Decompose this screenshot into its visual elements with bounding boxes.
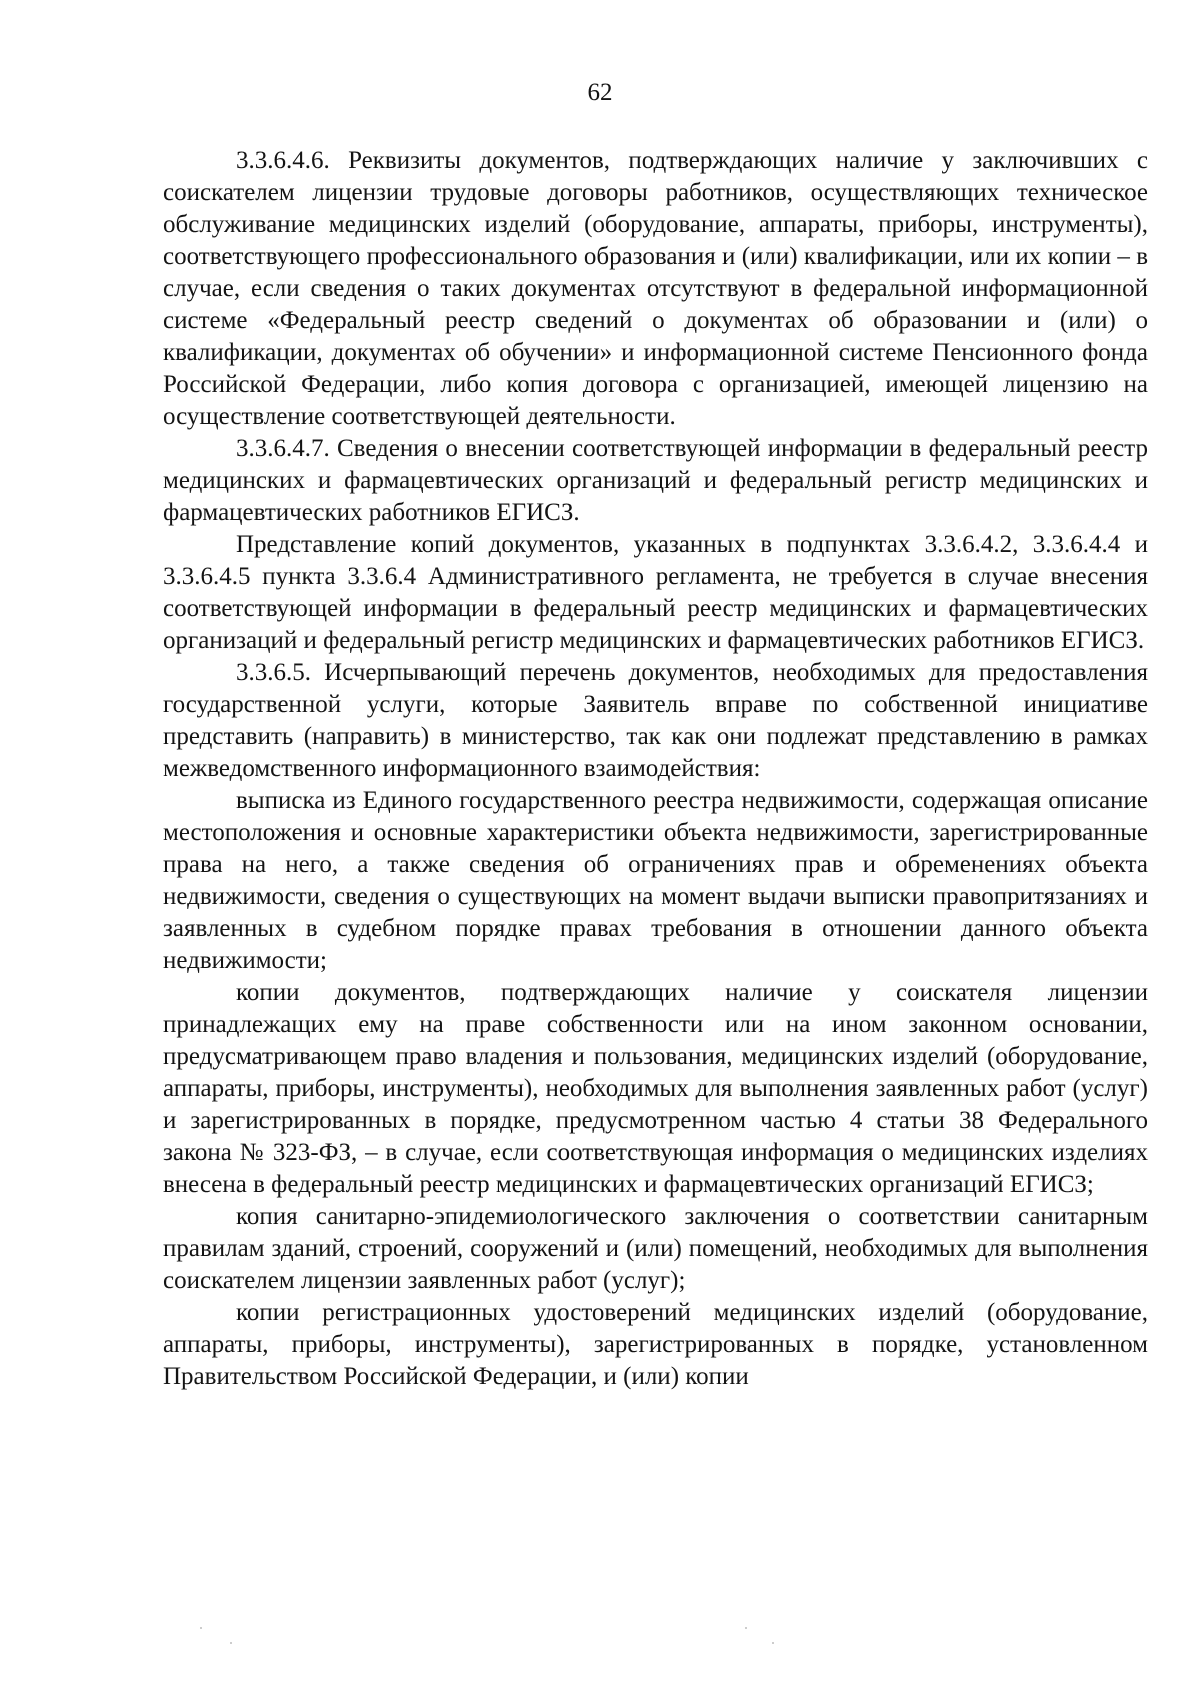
paragraph-sanitary-conclusion: копия санитарно-эпидемиологического заключения о соответствии санитарным правилам зданий, строений, сооружений и (или) помещений, необходимых для выполнения соискателем лицензии заявленных работ (услуг);	[163, 1203, 1148, 1294]
scan-speck	[745, 1627, 747, 1629]
paragraph-real-estate-extract: выписка из Единого государственного реестра недвижимости, содержащая описание местоположения и основные характеристики объекта недвижимости, зарегистрированные права на него, а также сведения об ограничениях прав и обременениях объекта недвижимости, сведения о существующих на момент выдачи выписки правопритязаниях и заявленных в судебном порядке правах требования в отношении данного объекта недвижимости;	[163, 787, 1148, 974]
paragraph-3-3-6-4-6: 3.3.6.4.6. Реквизиты документов, подтверждающих наличие у заключивших с соискателем лицензии трудовые договоры работников, осуществляющих техническое обслуживание медицинских изделий (оборудование, аппараты, приборы, инструменты), соответствующего профессионального образования и (или) квалификации, или их копии – в случае, если сведения о таких документах отсутствуют в федеральной информационной системе «Федеральный реестр сведений о документах об образовании и (или) о квалификации, документах об обучении» и информационной системе Пенсионного фонда Российской Федерации, либо копия договора с организацией, имеющей лицензию на осуществление соответствующей деятельности.	[163, 147, 1148, 430]
paragraph-3-3-6-5: 3.3.6.5. Исчерпывающий перечень документов, необходимых для предоставления государственной услуги, которые Заявитель вправе по собственной инициативе представить (направить) в министерство, так как они подлежат представлению в рамках межведомственного информационного взаимодействия:	[163, 659, 1148, 782]
body-text	[163, 145, 1148, 1393]
paragraph-equipment-documents: копии документов, подтверждающих наличие у соискателя лицензии принадлежащих ему на праве собственности или на ином законном основании, предусматривающем право владения и пользования, медицинских изделий (оборудование, аппараты, приборы, инструменты), необходимых для выполнения заявленных работ (услуг) и зарегистрированных в порядке, предусмотренном частью 4 статьи 38 Федерального закона № 323-ФЗ, – в случае, если соответствующая информация о медицинских изделиях внесена в федеральный реестр медицинских и фармацевтических организаций ЕГИСЗ;	[163, 979, 1148, 1198]
paragraph-registration-certificates: копии регистрационных удостоверений медицинских изделий (оборудование, аппараты, приборы, инструменты), зарегистрированных в порядке, установленном Правительством Российской Федерации, и (или) копии	[163, 1299, 1148, 1390]
scan-speck	[200, 1627, 202, 1629]
paragraph-3-3-6-4-7: 3.3.6.4.7. Сведения о внесении соответствующей информации в федеральный реестр медицинских и фармацевтических организаций и федеральный регистр медицинских и фармацевтических работников ЕГИСЗ.	[163, 435, 1148, 526]
page-number: 62	[587, 79, 613, 106]
paragraph-copies-not-required: Представление копий документов, указанных в подпунктах 3.3.6.4.2, 3.3.6.4.4 и 3.3.6.4.5 пункта 3.3.6.4 Административного регламента, не требуется в случае внесения соответствующей информации в федеральный реестр медицинских и фармацевтических организаций и федеральный регистр медицинских и фармацевтических работников ЕГИСЗ.	[163, 531, 1148, 654]
scan-speck	[772, 1642, 774, 1644]
scan-speck	[230, 1642, 232, 1644]
